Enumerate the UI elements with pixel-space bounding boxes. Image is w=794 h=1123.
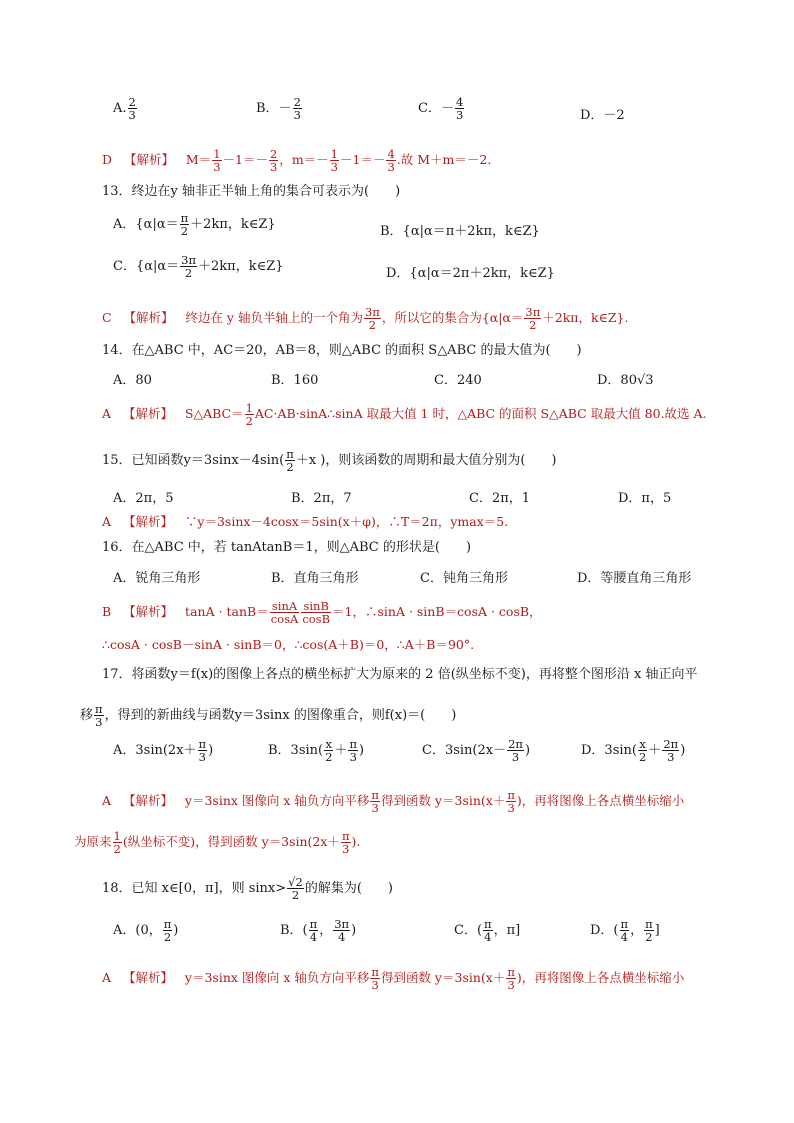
q16-solution [102, 600, 542, 625]
fraction: $\frac{\pi}{3}$ [95, 702, 103, 729]
option-text: B．3sin( [268, 743, 324, 758]
fraction: $\frac{\pi}{3}$ [198, 737, 207, 764]
q16-solution-line2: ∴cosA · cosB－sinA · sinB＝0，∴cos(A＋B)＝0，∴A＋B＝90°. [102, 637, 475, 652]
option-text: ) [351, 923, 357, 938]
q12-option-b-label: B．－ [256, 101, 292, 116]
solution-text: 为原来 [74, 834, 112, 849]
q14-stem: 14．在△ABC 中，AC＝20，AB＝8，则△ABC 的面积 S△ABC 的最大值为( ) [102, 343, 582, 358]
fraction: $\frac{3\pi}{2}$ [364, 305, 380, 332]
q12-solution [102, 148, 491, 173]
q16-option-a: A．锐角三角形 [113, 571, 201, 586]
q15-solution [102, 513, 508, 531]
solution-letter: D [102, 152, 113, 167]
fraction: $\frac{\pi}{2}$ [645, 917, 653, 944]
solution-text: )，再将图像上各点横坐标缩小 [516, 970, 685, 985]
option-text: ＋2kπ，k∈Z} [190, 217, 276, 232]
solution-text: y＝3sinx 图像向 x 轴负方向平移 [184, 970, 370, 985]
fraction: $\frac{√2}{2}$ [288, 875, 303, 902]
q18-option-c [454, 918, 520, 943]
option-text: ) [524, 743, 531, 758]
q17-option-b [268, 738, 364, 763]
option-text: C．3sin(2x－ [422, 743, 507, 758]
option-text: ] [654, 923, 660, 938]
fraction: $\frac{2\pi}{3}$ [508, 737, 523, 764]
q13-option-d: D．{α|α＝2π＋2kπ，k∈Z} [386, 266, 555, 281]
solution-tag: 【解析】 [123, 310, 174, 325]
fraction: $\frac{\pi}{4}$ [620, 917, 629, 944]
solution-text: S△ABC＝ [184, 406, 244, 421]
fraction: $\frac{x}{2}$ [638, 737, 647, 764]
q12-option-b [256, 96, 303, 121]
q15-option-d: D．π，5 [618, 491, 672, 506]
q13-stem: 13．终边在y 轴非正半轴上角的集合可表示为( ) [102, 184, 401, 199]
option-text: D．3sin( [581, 743, 637, 758]
q13-solution [102, 306, 628, 331]
fraction: $\frac{2}{3}$ [269, 147, 278, 174]
q16-stem: 16．在△ABC 中，若 tanAtanB＝1，则△ABC 的形状是( ) [102, 540, 472, 555]
solution-tag: 【解析】 [122, 793, 173, 808]
q14-option-c: C．240 [434, 373, 482, 388]
fraction: $\frac{\pi}{4}$ [309, 917, 318, 944]
q18-option-d [590, 918, 660, 943]
q12-option-b-fraction: $\frac{2}{3}$ [293, 95, 301, 122]
option-text: A．3sin(2x＋ [113, 743, 197, 758]
solution-letter: C [102, 310, 112, 325]
q15-option-c: C．2π，1 [469, 491, 531, 506]
fraction: $\frac{3\pi}{2}$ [525, 305, 541, 332]
solution-text: ，所以它的集合为{α|α＝ [381, 310, 524, 325]
fraction: $\frac{\pi}{3}$ [507, 965, 515, 992]
fraction: $\frac{\pi}{2}$ [163, 917, 172, 944]
stem-text: 移 [80, 708, 94, 723]
solution-text: 得到函数 y＝3sin(x＋ [380, 793, 506, 808]
q13-option-a [113, 212, 276, 237]
solution-tag: 【解析】 [122, 406, 173, 421]
option-text: A．(0， [113, 923, 162, 938]
solution-text: (纵坐标不变)，得到函数 y＝3sin(2x＋ [122, 834, 340, 849]
option-text: ， [319, 923, 333, 938]
q18-option-b [280, 918, 356, 943]
solution-text: －1＝－ [222, 152, 268, 167]
fraction: $\frac{3\pi}{4}$ [334, 917, 350, 944]
fraction: $\frac{3\pi}{2}$ [181, 253, 197, 280]
q17-solution-line2 [74, 830, 360, 855]
q13-option-c [113, 254, 284, 279]
fraction: $\frac{\pi}{3}$ [507, 788, 515, 815]
option-text: ， [630, 923, 644, 938]
solution-text: 得到函数 y＝3sin(x＋ [380, 970, 506, 985]
solution-letter: A [102, 970, 112, 985]
option-text: D．( [590, 923, 619, 938]
stem-text: ，得到的新曲线与函数y＝3sinx 的图像重合，则f(x)＝( ) [104, 708, 457, 723]
solution-text: ). [351, 834, 361, 849]
fraction: $\frac{\pi}{3}$ [371, 965, 379, 992]
solution-tag: 【解析】 [123, 604, 174, 619]
solution-letter: A [102, 406, 112, 421]
fraction: $\frac{\pi}{3}$ [349, 737, 358, 764]
q12-option-a [113, 96, 138, 121]
fraction: $\frac{x}{2}$ [325, 737, 333, 764]
solution-letter: A [102, 793, 112, 808]
option-text: A．{α|α＝ [113, 217, 179, 232]
q18-solution [102, 966, 684, 991]
solution-text: M＝ [185, 152, 212, 167]
q16-option-d: D．等腰直角三角形 [577, 571, 692, 586]
solution-text: AC·AB·sinA∴sinA 取最大值 1 时，△ABC 的面积 S△ABC 取最大值 80.故选 A. [254, 406, 707, 421]
q12-option-c-label: C．－ [418, 101, 454, 116]
q17-option-a [113, 738, 213, 763]
fraction: $\frac{\sin A}{\cos A}$ [270, 599, 299, 626]
q18-option-a [113, 918, 178, 943]
option-text: B．( [280, 923, 308, 938]
solution-letter: B [102, 604, 112, 619]
q12-option-d: D．－2 [580, 108, 625, 123]
q14-option-b: B．160 [271, 373, 319, 388]
solution-text: )，再将图像上各点横坐标缩小 [516, 793, 685, 808]
fraction: $\frac{\pi}{3}$ [371, 788, 379, 815]
fraction: $\frac{\sin B}{\cos B}$ [302, 599, 331, 626]
option-text: ) [359, 743, 365, 758]
q15-option-b: B．2π，7 [291, 491, 352, 506]
solution-text: ，m＝－ [279, 152, 329, 167]
fraction: $\frac{4}{3}$ [387, 147, 395, 174]
option-text: ，π] [493, 923, 521, 938]
option-text: ＋ [648, 743, 662, 758]
q16-option-b: B．直角三角形 [271, 571, 359, 586]
q14-option-a: A．80 [113, 373, 152, 388]
option-text: C．{α|α＝ [113, 259, 180, 274]
q14-solution [102, 402, 707, 427]
q14-option-d: D．80√3 [597, 373, 654, 388]
fraction: $\frac{1}{3}$ [213, 147, 221, 174]
solution-letter: A [102, 514, 112, 529]
q12-option-a-fraction: $\frac{2}{3}$ [128, 95, 136, 122]
q15-stem [102, 448, 557, 473]
fraction: $\frac{\pi}{3}$ [341, 829, 350, 856]
q17-solution [102, 789, 684, 814]
solution-tag: 【解析】 [122, 970, 173, 985]
option-text: ) [208, 743, 214, 758]
stem-text: 15．已知函数y＝3sinx－4sin( [102, 453, 285, 468]
fraction: $\frac{1}{2}$ [113, 829, 121, 856]
option-text: ＋ [334, 743, 348, 758]
q12-option-c-fraction: $\frac{4}{3}$ [455, 95, 464, 122]
fraction: $\frac{\pi}{2}$ [180, 211, 189, 238]
fraction: $\frac{1}{2}$ [245, 401, 253, 428]
q17-option-d [581, 738, 685, 763]
q17-stem-line2 [80, 703, 456, 728]
option-text: ＋2kπ，k∈Z} [198, 259, 284, 274]
solution-text: －1＝－ [340, 152, 386, 167]
fraction: $\frac{2\pi}{3}$ [663, 737, 679, 764]
q12-option-a-label: A. [113, 101, 127, 116]
solution-text: .故 M＋m＝－2. [396, 152, 492, 167]
stem-text: ＋x )，则该函数的周期和最大值分别为( ) [295, 453, 557, 468]
solution-text: tanA · tanB＝ [185, 604, 269, 619]
q15-option-a: A．2π，5 [113, 491, 174, 506]
solution-text: 终边在 y 轴负半轴上的一个角为 [185, 310, 363, 325]
solution-text: ＝1，∴sinA · sinB＝cosA · cosB， [332, 604, 542, 619]
solution-text: ＋2kπ，k∈Z}. [542, 310, 629, 325]
q17-stem-line1: 17．将函数y＝f(x)的图像上各点的横坐标扩大为原来的 2 倍(纵坐标不变)，再将整个图形沿 x 轴正向平 [102, 667, 698, 682]
q17-option-c [422, 738, 530, 763]
q18-stem [102, 876, 393, 901]
q16-option-c: C．钝角三角形 [420, 571, 508, 586]
solution-text: ∵y＝3sinx－4cosx＝5sin(x＋φ)，∴T＝2π，ymax＝5. [184, 514, 509, 529]
q12-option-c [418, 96, 465, 121]
stem-text: 18．已知 x∈[0，π]，则 sinx> [102, 881, 287, 896]
fraction: $\frac{\pi}{2}$ [286, 447, 294, 474]
q13-option-b: B．{α|α＝π＋2kπ，k∈Z} [380, 224, 540, 239]
option-text: ) [173, 923, 179, 938]
fraction: $\frac{1}{3}$ [330, 147, 338, 174]
option-text: C．( [454, 923, 483, 938]
fraction: $\frac{\pi}{4}$ [484, 917, 492, 944]
option-text: ) [680, 743, 686, 758]
stem-text: 的解集为( ) [304, 881, 393, 896]
solution-text: y＝3sinx 图像向 x 轴负方向平移 [184, 793, 370, 808]
solution-tag: 【解析】 [123, 152, 174, 167]
solution-tag: 【解析】 [122, 514, 173, 529]
